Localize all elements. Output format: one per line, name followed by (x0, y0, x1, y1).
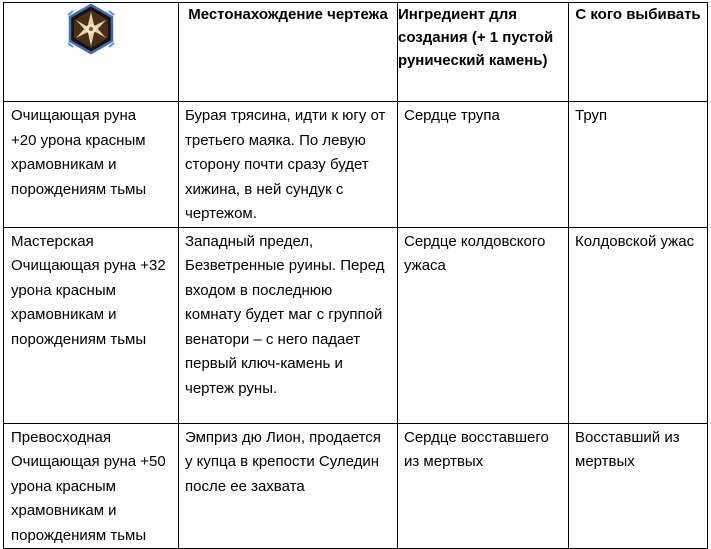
blueprint-location: Бурая трясина, идти к югу от третьего маяка. По левую сторону почти сразу будет хижина, в ней сундук с чертежом. (185, 107, 386, 222)
rune-name: Превосходная Очищающая руна +50 урона красным храмовникам и порождениям тьмы (11, 428, 166, 544)
header-source: С кого выбивать (569, 3, 708, 102)
header-icon-cell (4, 3, 179, 102)
source-cell (569, 423, 708, 549)
location-cell (179, 423, 398, 549)
ingredient-cell (398, 227, 569, 423)
rune-name-cell (4, 102, 179, 228)
ingredient: Сердце восставшего из мертвых (404, 428, 549, 470)
header-location: Местонахождение чертежа (179, 3, 398, 102)
header-ingredient: Ингредиент для создания (+ 1 пустой рунический камень) (398, 3, 569, 102)
ingredient-cell (398, 102, 569, 228)
purifying-rune-icon (65, 3, 117, 55)
drop-source: Восставший из мертвых (575, 428, 680, 470)
location-cell (179, 102, 398, 228)
rune-table (3, 2, 708, 549)
blueprint-location: Западный предел, Безветренные руины. Перед входом в последнюю комнату будет маг с группой венатори – с него падает первый ключ-камень и чертеж руны. (185, 232, 385, 397)
drop-source: Труп (575, 107, 608, 124)
table-row (4, 423, 708, 549)
table-row (4, 227, 708, 423)
rune-name: Мастерская Очищающая руна +32 урона красным храмовникам и порождениям тьмы (11, 232, 166, 348)
source-cell (569, 227, 708, 423)
ingredient: Сердце трупа (404, 107, 500, 124)
rune-name-cell (4, 227, 179, 423)
location-cell (179, 227, 398, 423)
ingredient-cell (398, 423, 569, 549)
header-row (4, 3, 708, 102)
table-row (4, 102, 708, 228)
drop-source: Колдовской ужас (575, 232, 695, 250)
ingredient: Сердце колдовского ужаса (404, 232, 546, 274)
source-cell (569, 102, 708, 228)
rune-name-cell (4, 423, 179, 549)
blueprint-location: Эмприз дю Лион, продается у купца в крепости Суледин после ее захвата (185, 428, 381, 495)
rune-name: Очищающая руна +20 урона красным храмовникам и порождениям тьмы (11, 107, 147, 198)
